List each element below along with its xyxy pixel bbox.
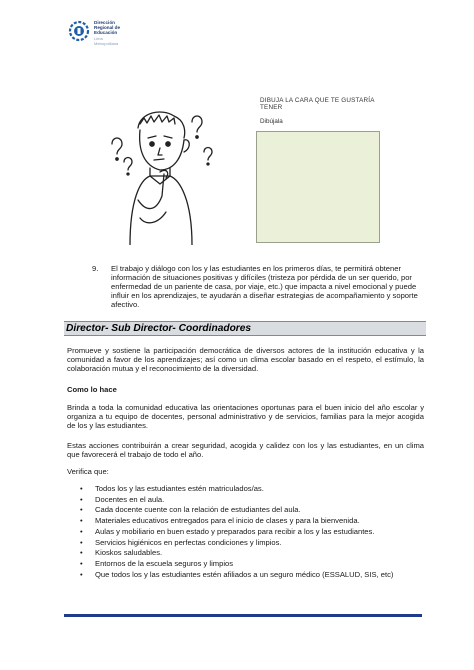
list-item: • Todos los y las estudiantes estén matriculados/as. (80, 484, 264, 493)
list-item: • Servicios higiénicos en perfectas condiciones y limpios. (80, 537, 282, 547)
verification-checklist (67, 484, 427, 580)
list-item: • Docentes en el aula. (80, 494, 165, 504)
logo-line-5: Metropolitana (94, 40, 119, 46)
bullet-icon: • (80, 516, 83, 526)
list-item: • Kioskos saludables. (80, 548, 163, 558)
logo-line-4: Lima (94, 35, 103, 41)
section-title: Director- Sub Director- Coordinadores (66, 323, 252, 334)
bullet-icon: • (80, 505, 83, 515)
bullet-icon: • (80, 484, 83, 493)
bullet-icon: • (80, 494, 83, 504)
list-item: • Aulas y mobiliario en buen estado y preparados para recibir a los y las estudiantes. (80, 526, 375, 536)
how-heading: Como lo hace (67, 385, 117, 394)
section-header (64, 321, 426, 336)
bullet-icon: • (80, 548, 83, 558)
drawing-prompt-title: DIBUJA LA CARA QUE TE GUSTARÍA TENER (260, 97, 375, 112)
list-item: • Entornos de la escuela seguros y limpios (80, 558, 234, 568)
footer-divider (64, 614, 422, 617)
list-item: • Que todos los y las estudiantes estén afiliados a un seguro médico (ESSALUD, SIS, etc) (80, 569, 394, 579)
item-text: El trabajo y diálogo con los y las estudiantes en los primeros días, te permitirá obtener información de situaciones positivas y difíciles (tristeza por pérdida de un ser querido, por enfermedad de un pariente de casa, por viaje, etc.) que impacta a nivel emocional y puede influir en los aprendizajes, te ayudarán a diseñar estrategias de acompañamiento y soporte afectivo. (111, 264, 418, 310)
bullet-icon: • (80, 537, 83, 547)
logo-line-3: Educación (94, 30, 118, 36)
thinking-boy-illustration (100, 100, 220, 245)
drelm-logo (68, 20, 120, 46)
logo-line-2: Regional de (94, 25, 121, 31)
list-item: • Materiales educativos entregados para el inicio de clases y para la bienvenida. (80, 516, 360, 526)
bullet-icon: • (80, 526, 83, 536)
numbered-item-9 (92, 264, 422, 309)
bullet-icon: • (80, 569, 83, 579)
how-paragraph: Brinda a toda la comunidad educativa las orientaciones oportunas para el buen inicio del año escolar y organiza a tu equipo de docentes, personal administrativo y de servicios, familias para la mejor acogida de los y las estudiantes. (67, 403, 424, 431)
actions-paragraph: Estas acciones contribuirán a crear seguridad, acogida y calidez con los y las estudiantes, en un clima que favorecerá el trabajo de todo el año. (67, 441, 424, 460)
bullet-icon: • (80, 558, 83, 568)
list-item: • Cada docente cuente con la relación de estudiantes del aula. (80, 505, 301, 515)
verify-label: Verifica que: (67, 467, 109, 476)
logo-line-1: Dirección (94, 20, 115, 25)
intro-paragraph: Promueve y sostiene la participación democrática de diversos actores de la institución educativa y la comunidad a favor de los aprendizajes; así como un clima escolar basado en el respeto, el estímulo, la colaboración mutua y el reconocimiento de la diversidad. (67, 346, 424, 374)
drawing-prompt-subtitle: Dibújala (260, 118, 283, 125)
drawing-area[interactable] (256, 131, 380, 243)
item-number: 9. (92, 264, 99, 273)
logo-emblem-icon (68, 20, 90, 42)
